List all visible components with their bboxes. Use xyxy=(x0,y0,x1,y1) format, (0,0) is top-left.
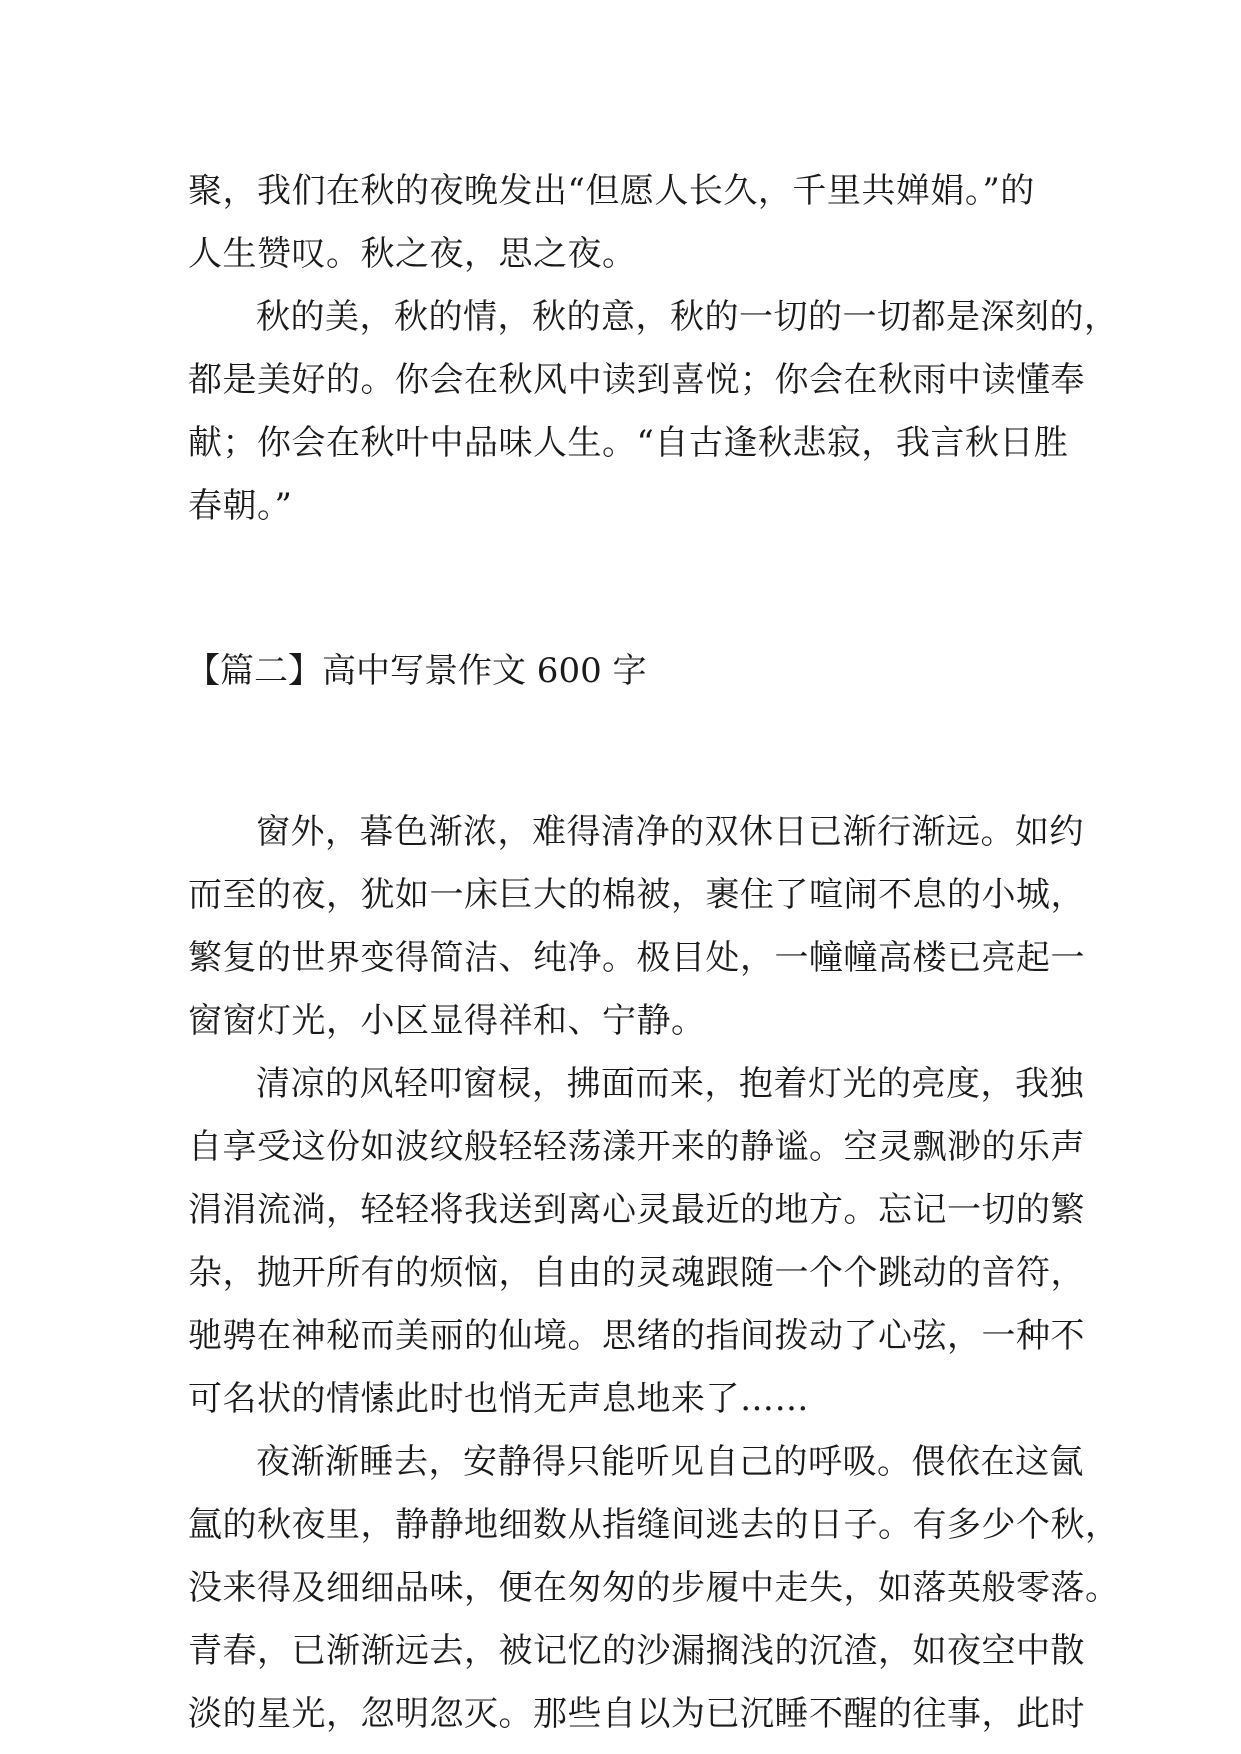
text-line: 献；你会在秋叶中品味人生。“自古逢秋悲寂，我言秋日胜 xyxy=(188,423,1069,463)
document-page xyxy=(186,160,1120,1746)
text-line: 夜渐渐睡去，安静得只能听见自己的呼吸。偎依在这氤 xyxy=(256,1442,1084,1482)
text-line: 自享受这份如波纹般轻轻荡漾开来的静谧。空灵飘渺的乐声 xyxy=(188,1127,1085,1167)
text-line: 春朝。” xyxy=(188,486,293,526)
spacer xyxy=(188,703,1058,801)
text-line: 而至的夜，犹如一床巨大的棉被，裹住了喧闹不息的小城， xyxy=(188,875,1085,915)
text-line: 氲的秋夜里，静静地细数从指缝间逃去的日子。有多少个秋， xyxy=(188,1505,1120,1545)
section-paragraph-1 xyxy=(188,801,1085,1053)
text-line: 聚，我们在秋的夜晚发出“但愿人长久，千里共婵娟。”的 xyxy=(188,171,1035,211)
text-line: 窗外，暮色渐浓，难得清净的双休日已渐行渐远。如约 xyxy=(256,812,1084,852)
text-line: 青春，已渐渐远去，被记忆的沙漏搁浅的沉渣，如夜空中散 xyxy=(188,1631,1085,1671)
text-line: 窗窗灯光，小区显得祥和、宁静。 xyxy=(188,1001,706,1041)
paragraph-1 xyxy=(188,160,1058,286)
text-line: 涓涓流淌，轻轻将我送到离心灵最近的地方。忘记一切的繁 xyxy=(188,1190,1085,1230)
section-heading: 【篇二】高中写景作文 600 字 xyxy=(186,651,647,691)
text-line: 驰骋在神秘而美丽的仙境。思绪的指间拨动了心弦，一种不 xyxy=(188,1316,1085,1356)
section-paragraph-3 xyxy=(188,1431,1120,1746)
text-line: 清凉的风轻叩窗棂，拂面而来，抱着灯光的亮度，我独 xyxy=(256,1064,1084,1104)
text-line: 都是美好的。你会在秋风中读到喜悦；你会在秋雨中读懂奉 xyxy=(188,360,1085,400)
text-line: 人生赞叹。秋之夜，思之夜。 xyxy=(188,234,637,274)
text-line: 秋的美，秋的情，秋的意，秋的一切的一切都是深刻的， xyxy=(256,297,1119,337)
text-line: 淡的星光，忽明忽灭。那些自以为已沉睡不醒的往事，此时 xyxy=(188,1694,1085,1734)
text-line: 繁复的世界变得简洁、纯净。极目处，一幢幢高楼已亮起一 xyxy=(188,938,1085,978)
text-line: 可名状的情愫此时也悄无声息地来了…… xyxy=(188,1379,809,1419)
text-line: 杂，抛开所有的烦恼，自由的灵魂跟随一个个跳动的音符， xyxy=(188,1253,1085,1293)
section-paragraph-2 xyxy=(188,1053,1085,1431)
spacer xyxy=(188,538,1058,640)
paragraph-2 xyxy=(188,286,1119,538)
text-line: 没来得及细细品味，便在匆匆的步履中走失，如落英般零落。 xyxy=(188,1568,1120,1608)
